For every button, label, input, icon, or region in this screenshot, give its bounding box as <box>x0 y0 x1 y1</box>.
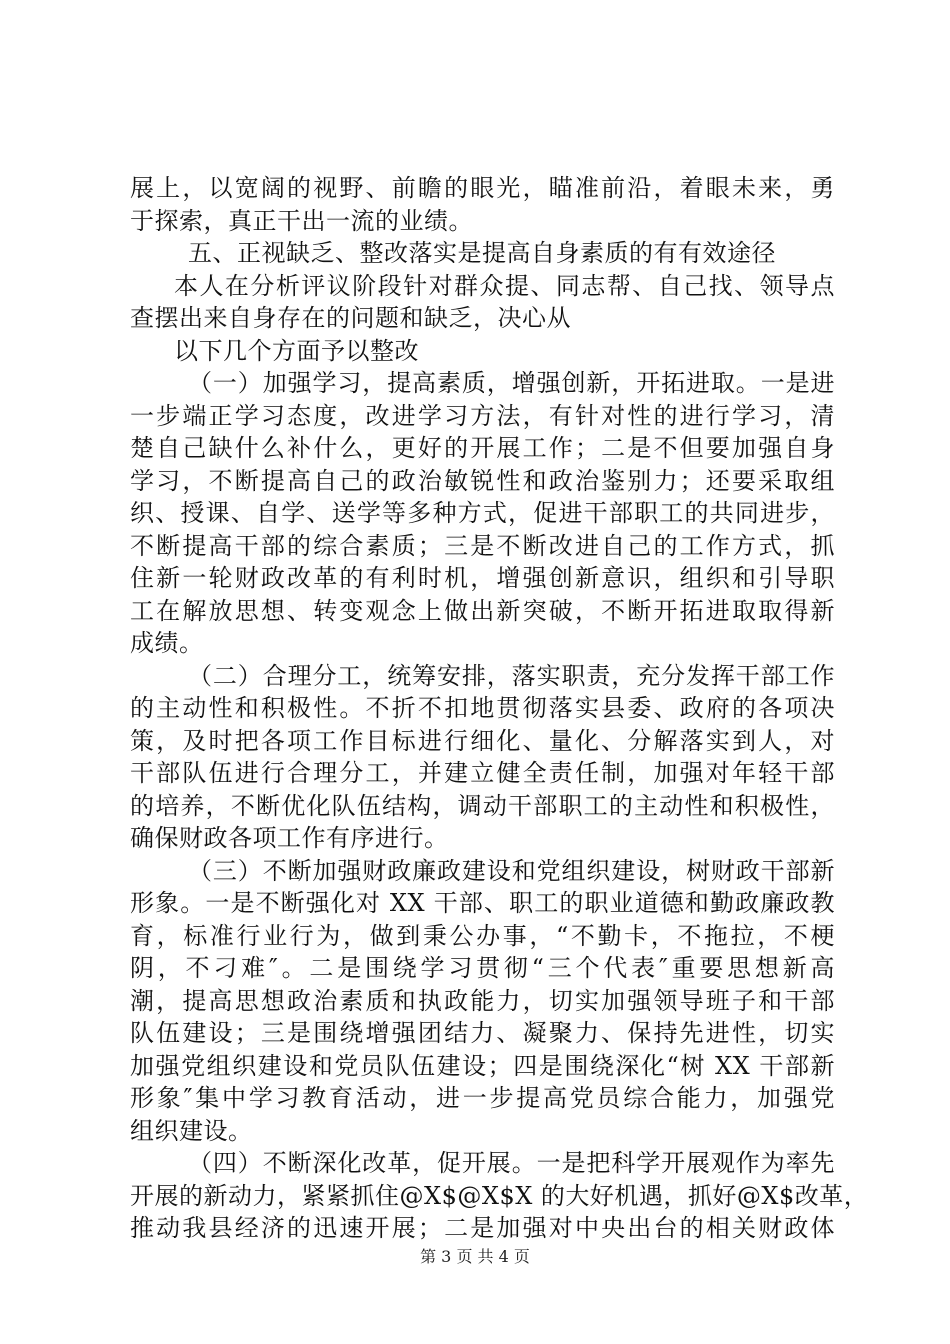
text-line: 的培养，不断优化队伍结构，调动干部职工的主动性和积极性， <box>130 791 835 820</box>
text-line: 学习，不断提高自己的政治敏锐性和政治鉴别力；还要采取组 <box>130 466 835 495</box>
text-line: 推动我县经济的迅速开展；二是加强对中央出台的相关财政体 <box>130 1214 835 1242</box>
text-line: 形象″集中学习教育活动，进一步提高党员综合能力，加强党 <box>130 1084 835 1112</box>
page-footer: 第 3 页 共 4 页 <box>420 1247 530 1266</box>
text-line: 于探索，真正干出一流的业绩。 <box>130 206 473 235</box>
text-line: 楚自己缺什么补什么，更好的开展工作；二是不但要加强自身 <box>130 434 835 462</box>
text-line: 开展的新动力，紧紧抓住@X$@X$X 的大好机遇，抓好@X$改革， <box>130 1181 869 1210</box>
text-line: 加强党组织建设和党员队伍建设；四是围绕深化“树 XX 干部新 <box>130 1051 835 1080</box>
text-line: 展上，以宽阔的视野、前瞻的眼光，瞄准前沿，着眼未来，勇 <box>130 174 835 202</box>
text-line: 住新一轮财政改革的有利时机，增强创新意识，组织和引导职 <box>130 564 835 592</box>
text-line: 潮，提高思想政治素质和执政能力，切实加强领导班子和干部 <box>130 986 835 1015</box>
text-line: 查摆出来自身存在的问题和缺乏，决心从 <box>130 304 571 332</box>
text-line: （四）不断深化改革，促开展。一是把科学开展观作为率先 <box>188 1149 835 1177</box>
text-line: 的主动性和积极性。不折不扣地贯彻落实县委、政府的各项决 <box>130 694 835 722</box>
text-line: 工在解放思想、转变观念上做出新突破，不断开拓进取取得新 <box>130 596 835 625</box>
text-line: 阴，不刁难″。二是围绕学习贯彻“三个代表″重要思想新高 <box>130 954 835 982</box>
text-line: 不断提高干部的综合素质；三是不断改进自己的工作方式，抓 <box>130 531 835 560</box>
text-line: 以下几个方面予以整改 <box>174 336 419 365</box>
text-line: （二）合理分工，统筹安排，落实职责，充分发挥干部工作 <box>188 661 835 690</box>
text-line: 队伍建设；三是围绕增强团结力、凝聚力、保持先进性，切实 <box>130 1019 835 1047</box>
text-line: （一）加强学习，提高素质，增强创新，开拓进取。一是进 <box>188 369 835 397</box>
text-line: 五、正视缺乏、整改落实是提高自身素质的有有效途径 <box>188 239 776 267</box>
text-line: 一步端正学习态度，改进学习方法，有针对性的进行学习，清 <box>130 401 835 430</box>
text-line: 策，及时把各项工作目标进行细化、量化、分解落实到人，对 <box>130 726 835 755</box>
text-line: 成绩。 <box>130 629 204 657</box>
text-line: 干部队伍进行合理分工，并建立健全责任制，加强对年轻干部 <box>130 759 835 787</box>
document-body <box>130 172 869 1245</box>
text-line: 形象。一是不断强化对 XX 干部、职工的职业道德和勤政廉政教 <box>130 889 835 917</box>
text-line: 组织建设。 <box>130 1116 253 1145</box>
text-line: 育，标准行业行为，做到秉公办事，“不勤卡，不拖拉，不梗 <box>130 921 835 950</box>
text-line: 织、授课、自学、送学等多种方式，促进干部职工的共同进步， <box>130 499 835 527</box>
text-line: 本人在分析评议阶段针对群众提、同志帮、自己找、领导点 <box>174 271 835 300</box>
text-line: 确保财政各项工作有序进行。 <box>130 824 449 852</box>
text-line: （三）不断加强财政廉政建设和党组织建设，树财政干部新 <box>188 856 835 885</box>
